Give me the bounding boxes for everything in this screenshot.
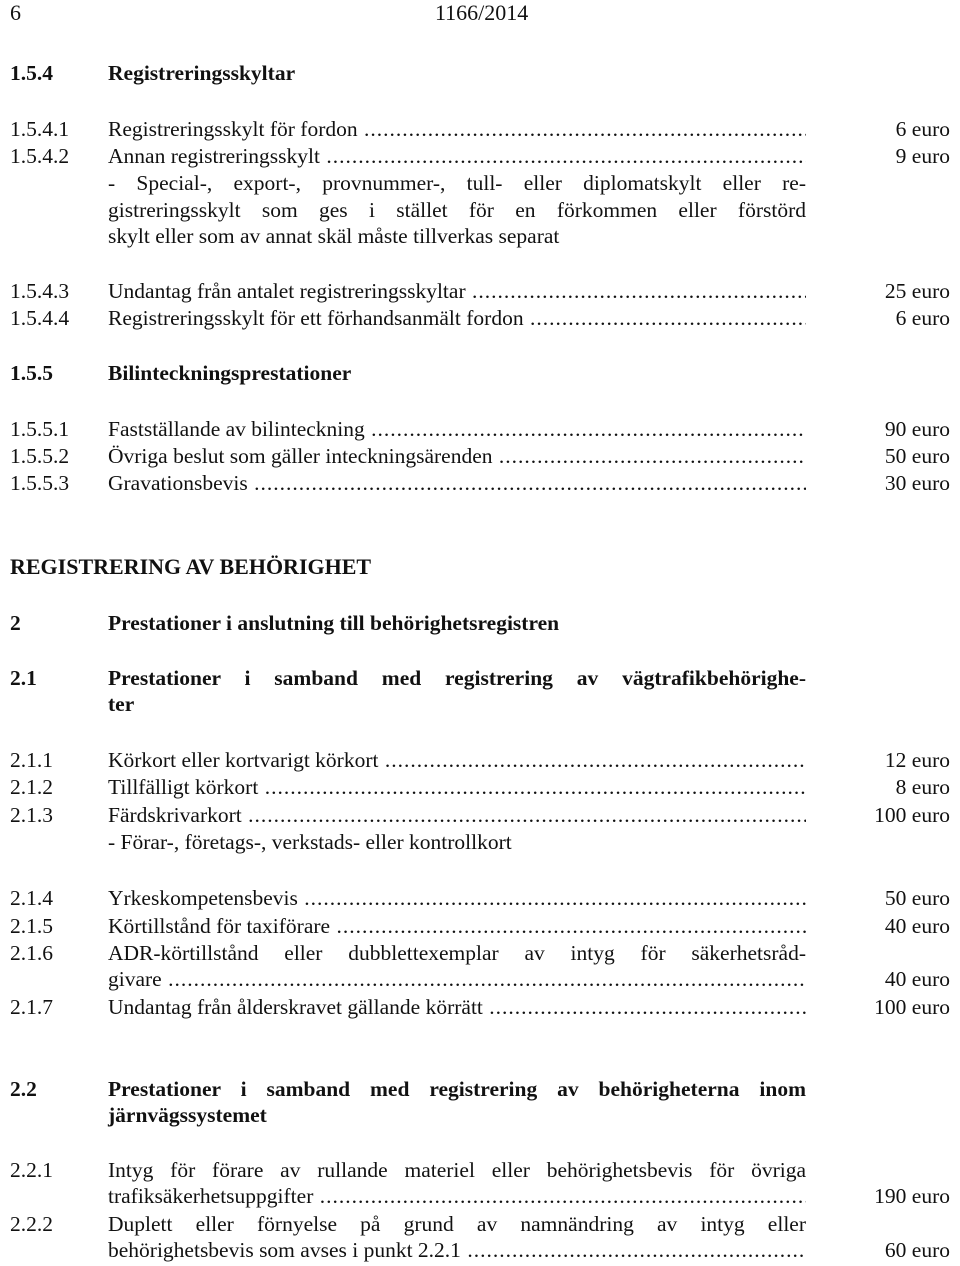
item-description: Registreringsskylt för fordon .....	[108, 116, 806, 142]
fee-row-1-5-5-3	[10, 470, 960, 496]
fee-row-1-5-5-2	[10, 443, 960, 469]
item-number: 1.5.5.2	[10, 444, 70, 468]
section-title: ter	[108, 692, 135, 716]
item-number: 1.5.4.1	[10, 117, 70, 141]
fee-row-2-1-3	[10, 802, 960, 828]
item-number: 1.5.4.4	[10, 306, 70, 330]
fee-row-1-5-4-3	[10, 278, 960, 304]
document-reference: 1166/2014	[435, 0, 529, 25]
section-number: 1.5.4	[10, 61, 53, 85]
fee-row-2-1-6	[10, 940, 960, 966]
item-description: behörighetsbevis som avses i punkt 2.2.1 .....	[108, 1237, 806, 1263]
item-note-line	[10, 197, 960, 223]
item-note-text: - Special-, export-, provnummer-, tull- eller diplomatskylt eller re-	[108, 171, 806, 195]
section-number: 2.1	[10, 666, 37, 690]
item-amount: 40 euro	[884, 967, 950, 991]
section-title: Bilinteckningsprestationer	[108, 361, 352, 385]
item-description: Tillfälligt körkort .....	[108, 774, 806, 800]
item-description: givare .....	[108, 966, 806, 992]
fee-row-2-1-6-continuation	[10, 966, 960, 992]
fee-row-2-2-2-continuation	[10, 1237, 960, 1263]
item-number: 2.1.2	[10, 775, 53, 799]
main-heading: REGISTRERING AV BEHÖRIGHET	[10, 554, 372, 579]
section-title: Prestationer i samband med registrering av behörigheterna inom	[108, 1077, 806, 1101]
item-note-line	[10, 829, 960, 855]
fee-row-2-2-1-continuation	[10, 1183, 960, 1209]
item-note-text: skylt eller som av annat skäl måste tillverkas separat	[108, 224, 560, 248]
section-heading-2	[10, 610, 960, 636]
item-description: Annan registreringsskylt .....	[108, 143, 806, 169]
section-heading-2-1	[10, 665, 960, 691]
section-heading-2-2	[10, 1076, 960, 1102]
item-amount: 90 euro	[884, 417, 950, 441]
fee-row-2-1-7	[10, 994, 960, 1020]
item-amount: 6 euro	[895, 117, 950, 141]
item-number: 2.2.1	[10, 1158, 53, 1182]
item-number: 1.5.5.3	[10, 471, 70, 495]
fee-row-2-2-2	[10, 1211, 960, 1237]
item-description: Undantag från antalet registreringsskyltar .....	[108, 278, 806, 304]
section-title: Prestationer i samband med registrering av vägtrafikbehörighe-	[108, 666, 806, 690]
item-description: Gravationsbevis .....	[108, 470, 806, 496]
item-description: Registreringsskylt för ett förhandsanmält fordon .....	[108, 305, 806, 331]
item-description: Fastställande av bilinteckning .....	[108, 416, 806, 442]
item-number: 2.1.4	[10, 886, 53, 910]
section-title: Registreringsskyltar	[108, 61, 296, 85]
item-description-line: Intyg för förare av rullande materiel eller behörighetsbevis för övriga	[108, 1158, 806, 1182]
fee-row-1-5-5-1	[10, 416, 960, 442]
item-amount: 100 euro	[874, 803, 950, 827]
item-amount: 190 euro	[874, 1184, 950, 1208]
item-amount: 6 euro	[895, 306, 950, 330]
page-header	[10, 0, 960, 28]
item-description: trafiksäkerhetsuppgifter .....	[108, 1183, 806, 1209]
item-description: Yrkeskompetensbevis .....	[108, 885, 806, 911]
item-number: 2.1.6	[10, 941, 53, 965]
section-heading-continuation	[10, 691, 960, 717]
fee-row-2-1-4	[10, 885, 960, 911]
fee-row-1-5-4-2	[10, 143, 960, 169]
item-note-line	[10, 223, 960, 249]
section-title: järnvägssystemet	[108, 1103, 267, 1127]
fee-row-2-1-2	[10, 774, 960, 800]
fee-row-2-1-1	[10, 747, 960, 773]
item-description-line: Duplett eller förnyelse på grund av namnändring av intyg eller	[108, 1212, 806, 1236]
item-number: 2.1.1	[10, 748, 53, 772]
item-number: 1.5.4.2	[10, 144, 70, 168]
item-amount: 25 euro	[884, 279, 950, 303]
section-heading-1-5-4	[10, 60, 960, 86]
fee-row-2-1-5	[10, 913, 960, 939]
fee-row-1-5-4-1	[10, 116, 960, 142]
item-amount: 12 euro	[884, 748, 950, 772]
item-amount: 60 euro	[884, 1238, 950, 1262]
fee-row-1-5-4-4	[10, 305, 960, 331]
item-number: 2.1.3	[10, 803, 53, 827]
item-description: Övriga beslut som gäller inteckningsärenden .....	[108, 443, 806, 469]
item-amount: 8 euro	[895, 775, 950, 799]
item-description: Färdskrivarkort .....	[108, 802, 806, 828]
item-amount: 30 euro	[884, 471, 950, 495]
item-amount: 50 euro	[884, 444, 950, 468]
item-number: 1.5.5.1	[10, 417, 70, 441]
item-number: 2.1.5	[10, 914, 53, 938]
item-number: 2.2.2	[10, 1212, 53, 1236]
item-amount: 50 euro	[884, 886, 950, 910]
item-note-text: - Förar-, företags-, verkstads- eller kontrollkort	[108, 830, 512, 854]
section-number: 2.2	[10, 1077, 37, 1101]
item-description: Undantag från ålderskravet gällande körrätt .....	[108, 994, 806, 1020]
item-amount: 40 euro	[884, 914, 950, 938]
item-description: Körtillstånd för taxiförare .....	[108, 913, 806, 939]
fee-row-2-2-1	[10, 1157, 960, 1183]
section-number: 1.5.5	[10, 361, 53, 385]
item-description-line: ADR-körtillstånd eller dubblettexemplar av intyg för säkerhetsråd-	[108, 941, 806, 965]
section-number: 2	[10, 611, 21, 635]
section-title: Prestationer i anslutning till behörighetsregistren	[108, 611, 560, 635]
item-note-text: gistreringsskylt som ges i stället för en förkommen eller förstörd	[108, 198, 806, 222]
section-heading-continuation	[10, 1102, 960, 1128]
item-amount: 9 euro	[895, 144, 950, 168]
page-number: 6	[10, 0, 21, 25]
item-number: 1.5.4.3	[10, 279, 70, 303]
section-heading-1-5-5	[10, 360, 960, 386]
item-number: 2.1.7	[10, 995, 53, 1019]
item-amount: 100 euro	[874, 995, 950, 1019]
item-description: Körkort eller kortvarigt körkort .....	[108, 747, 806, 773]
item-note-line	[10, 170, 960, 196]
